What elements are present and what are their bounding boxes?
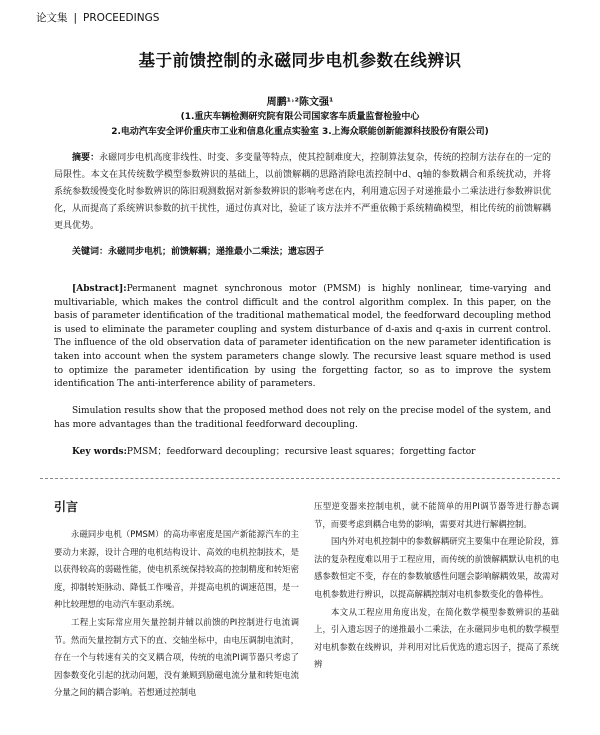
- keywords-cn-text: 永磁同步电机；前馈解耦；递推最小二乘法；遗忘因子: [108, 247, 325, 257]
- body-column-left: [54, 498, 299, 702]
- keywords-en: [72, 444, 476, 457]
- running-header: [36, 10, 159, 25]
- keywords-en-label: Key words:: [72, 447, 127, 457]
- right-paragraph-1: 压型逆变器来控制电机，就不能简单的用PI调节器等进行静态调节，而要考虑到耦合电势的影响，需要对其进行解耦控制。: [314, 501, 559, 529]
- abstract-en-label: [Abstract]:: [72, 284, 127, 294]
- right-paragraph-2: 国内外对电机控制中的参数解耦研究主要集中在理论阶段，算法的复杂程度难以用于工程应用，而传统的前馈解耦默认电机的电感参数恒定不变，存在的参数敏感性问题会影响解耦效果，故需对电机参数进行辨识，以提高解耦控制对电机参数变化的鲁棒性。: [314, 536, 559, 599]
- abstract-cn-label: 摘要：: [72, 153, 100, 163]
- paper-title: 基于前馈控制的永磁同步电机参数在线辨识: [138, 51, 462, 70]
- body-column-right: [314, 498, 559, 674]
- left-paragraph-1: 永磁同步电机（PMSM）的高功率密度是国产新能源汽车的主要动力来源，设计合理的电机结构设计、高效的电机控制技术，是以获得较高的弱磁性能，使电机系统保持较高的控制精度和转矩密度，抑制转矩脉动、降低工作噪音，并提高电机的调速范围，是一种比较理想的电动汽车驱动系统。: [54, 529, 299, 610]
- header-section: 论文集: [36, 12, 68, 24]
- keywords-cn-label: 关键词：: [72, 247, 109, 257]
- paper-authors: 周鹏¹˒²陈文强¹: [266, 97, 334, 108]
- keywords-en-text: PMSM；feedforward decoupling；recursive least squares；forgetting factor: [126, 447, 476, 457]
- abstract-en-text: Permanent magnet synchronous motor (PMSM) is highly nonlinear, time-varying and multivariable, which makes the control difficult and the control algorithm complex. In this paper, on the basis of parameter identification of the traditional mathematical model, the feedforward decoupling method is used to eliminate the parameter coupling and system disturbance of d-axis and q-axis in current control. The influence of the old observation data of parameter identification on the new parameter identification is taken into account when the system parameters change slowly. The recursive least square method is used to optimize the parameter identification by using the forgetting factor, so as to improve the system identification The anti-interference ability of parameters.: [54, 284, 551, 390]
- header-separator: |: [73, 12, 78, 24]
- abstract-cn: [54, 150, 551, 235]
- introduction-heading: 引言: [54, 500, 79, 514]
- affiliation-line-2: 2.电动汽车安全评价重庆市工业和信息化重点实验室 3.上海众联能创新能源科技股份有限公司): [111, 127, 489, 137]
- right-paragraph-3: 本文从工程应用角度出发，在简化数学模型参数辨识的基础上，引入遗忘因子的递推最小二乘法，在永磁同步电机的数学模型对电机参数在线辨识，并利用对比后优选的遗忘因子，提高了系统辨: [314, 606, 559, 670]
- left-paragraph-2: 工程上实际常应用矢量控制并辅以前馈的PI控制进行电流调节。然而矢量控制方式下的直、交轴坐标中，由电压调制电流时，存在一个与转速有关的交叉耦合项，传统的电流PI调节器只考虑了因参数变化引起的扰动问题，没有兼顾到励磁电流分量和转矩电流分量之间的耦合影响。若想通过控制电: [54, 616, 299, 698]
- abstract-en-simulation: Simulation results show that the proposed method does not rely on the precise model of the system, and has more advantages than the traditional feedforward decoupling.: [54, 406, 551, 430]
- keywords-cn: [72, 244, 324, 257]
- abstract-cn-text: 永磁同步电机高度非线性、时变、多变量等特点，使其控制难度大，控制算法复杂，传统的控制方法存在的一定的局限性。本文在其传统数学模型参数辨识的基础上，以前馈解耦的思路消除电流控制中d、q轴的参数耦合和系统扰动，并将系统参数缓慢变化时参数辨识的陈旧观测数据对新参数辨识的影响考虑在内，利用遗忘因子对递推最小二乘法进行参数辨识优化，从而提高了系统辨识参数的抗干扰性，通过仿真对比，验证了该方法并不严重依赖于系统精确模型，相比传统的前馈解耦更具优势。: [54, 153, 551, 231]
- section-divider: [40, 478, 560, 479]
- abstract-en: [54, 283, 551, 392]
- affiliation-line-1: (1.重庆车辆检测研究院有限公司国家客车质量监督检验中心: [180, 112, 420, 122]
- header-proceedings: PROCEEDINGS: [83, 12, 160, 24]
